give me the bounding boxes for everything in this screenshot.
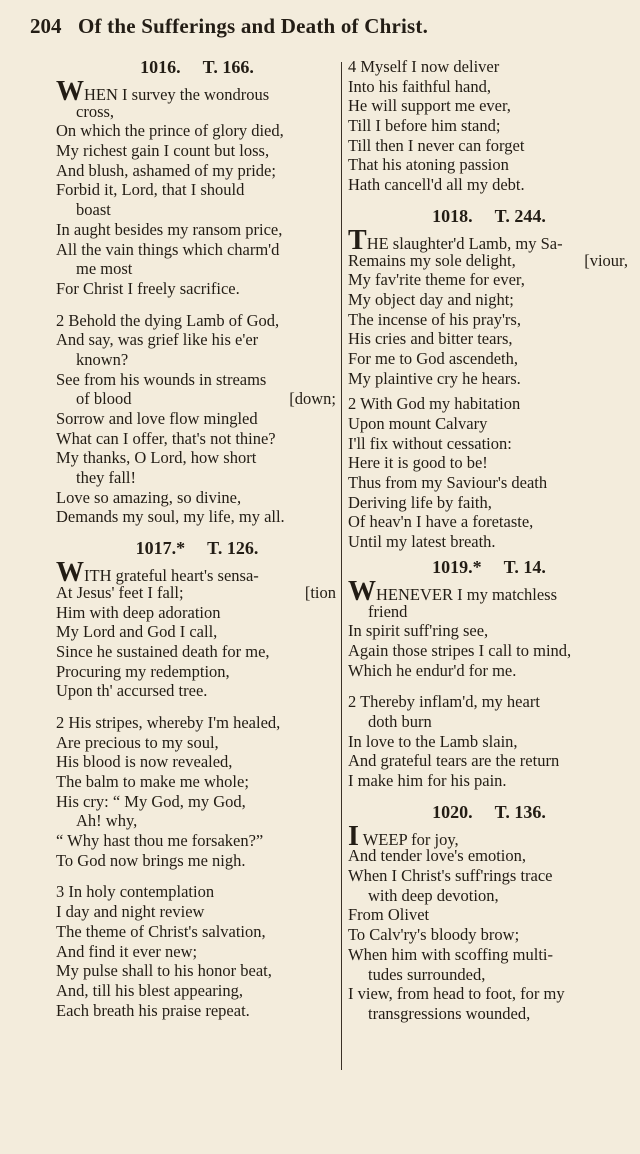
tune-number: T. 166. (202, 57, 254, 77)
hymn-1016-verse-2 (56, 311, 338, 528)
hymn-1016-verse-1 (56, 76, 338, 299)
hymn-1018-heading (348, 201, 630, 231)
verse-line: me most (76, 259, 133, 279)
tune-number: T. 126. (207, 538, 259, 559)
hymn-number: 1019.* (432, 556, 482, 577)
carry-over: [down; (289, 389, 336, 409)
verse-line: 2 With God my habitation (348, 394, 521, 414)
verse-line: ITH grateful heart's sensa- (84, 566, 259, 586)
verse-line: Since he sustained death for me, (56, 641, 270, 661)
verse-line: friend (368, 601, 408, 621)
verse-line: “ Why hast thou me forsaken?” (56, 831, 264, 851)
verse-line: known? (76, 349, 129, 369)
hymn-number: 1016. (140, 57, 181, 77)
hymn-1017-verse-1 (56, 557, 338, 701)
hymn-1016-heading (56, 52, 338, 82)
verse-line: 2 Thereby inflam'd, my heart (348, 692, 540, 712)
drop-cap: T (348, 224, 367, 256)
verse-line: doth burn (368, 711, 432, 731)
verse-line: I day and night review (56, 902, 205, 922)
verse-line: At Jesus' feet I fall; (56, 582, 184, 602)
verse-line: Upon th' accursed tree. (56, 681, 208, 701)
verse-line: On which the prince of glory died, (56, 121, 284, 141)
verse-line: In love to the Lamb slain, (348, 731, 518, 751)
page-header (30, 14, 630, 44)
verse-line: And say, was grief like his e'er (56, 330, 259, 350)
verse-line: Him with deep adoration (56, 602, 221, 622)
drop-cap: I (348, 820, 359, 852)
verse-line: The balm to make me whole; (56, 772, 249, 791)
left-column (56, 52, 338, 1020)
verse-line: Thus from my Saviour's death (348, 473, 548, 493)
verse-line: Ah! why, (76, 811, 138, 831)
verse-line: 4 Myself I now deliver (348, 57, 500, 76)
verse-line: And, till his blest appearing, (56, 980, 243, 1000)
verse-line: they fall! (76, 468, 137, 488)
verse-line: To Calv'ry's bloody brow; (348, 925, 520, 945)
verse-line: Forbid it, Lord, that I should (56, 180, 245, 200)
verse-line: Deriving life by faith, (348, 492, 492, 512)
verse-line: And find it ever new; (56, 941, 198, 961)
verse-line: That his atoning passion (348, 155, 509, 175)
drop-cap: W (56, 76, 84, 107)
verse-line: My Lord and God I call, (56, 622, 218, 642)
hymn-1019-heading (348, 552, 630, 582)
verse-line: Love so amazing, so divine, (56, 487, 242, 507)
verse-line: Sorrow and love flow mingled (56, 409, 258, 428)
verse-line: 2 His stripes, whereby I'm healed, (56, 712, 281, 732)
tune-number: T. 244. (494, 205, 546, 226)
verse-line: of blood (76, 389, 132, 409)
verse-line: My fav'rite theme for ever, (348, 270, 525, 290)
verse-line: And grateful tears are the return (348, 751, 560, 771)
verse-line: In aught besides my ransom price, (56, 219, 283, 239)
verse-line: transgressions wounded, (368, 1003, 531, 1023)
verse-line: Are precious to my soul, (56, 732, 219, 752)
verse-line: All the vain things which charm'd (56, 239, 280, 259)
verse-line: He will support me ever, (348, 96, 511, 116)
verse-line: And tender love's emotion, (348, 846, 527, 866)
hymn-1018-verse-2 (348, 394, 630, 552)
verse-line: My plaintive cry he hears. (348, 368, 521, 388)
hymn-1019-verse-1 (348, 575, 630, 680)
verse-line: Into his faithful hand, (348, 76, 491, 96)
hymn-1018-verse-1 (348, 224, 630, 389)
tune-number: T. 14. (503, 556, 546, 577)
verse-line: Demands my soul, my life, my all. (56, 507, 285, 527)
verse-line: When I Christ's suff'rings trace (348, 866, 553, 886)
verse-line: HE slaughter'd Lamb, my Sa- (366, 233, 563, 253)
verse-line: Procuring my redemption, (56, 661, 230, 681)
verse-line: I make him for his pain. (348, 771, 507, 790)
verse-line: My pulse shall to his honor beat, (56, 961, 272, 981)
verse-line: My object day and night; (348, 289, 514, 309)
verse-line: 3 In holy contemplation (56, 882, 215, 902)
hymn-number: 1018. (432, 205, 473, 226)
verse-line: HEN I survey the wondrous (84, 85, 270, 104)
verse-line: tudes surrounded, (368, 964, 486, 984)
verse-line: See from his wounds in streams (56, 369, 267, 389)
verse-line: Of heav'n I have a foretaste, (348, 512, 534, 532)
verse-line: For me to God ascendeth, (348, 348, 519, 368)
verse-line: I'll fix without cessation: (348, 433, 512, 453)
verse-line: HENEVER I my matchless (376, 584, 558, 604)
verse-line: My richest gain I count but loss, (56, 141, 270, 161)
verse-line: The incense of his pray'rs, (348, 309, 521, 329)
verse-line: When him with scoffing multi- (348, 944, 554, 964)
verse-line: 2 Behold the dying Lamb of God, (56, 310, 280, 330)
verse-line: cross, (76, 101, 115, 121)
verse-line: To God now brings me nigh. (56, 850, 246, 870)
verse-line: I view, from head to foot, for my (348, 984, 565, 1004)
verse-line: Upon mount Calvary (348, 414, 488, 433)
verse-line: For Christ I freely sacrifice. (56, 278, 240, 298)
verse-line: What can I offer, that's not thine? (56, 428, 276, 448)
verse-line: Hath cancell'd all my debt. (348, 175, 525, 195)
running-title: Of the Sufferings and Death of Christ. (78, 14, 429, 38)
verse-line: His blood is now revealed, (56, 752, 233, 772)
tune-number: T. 136. (494, 801, 546, 822)
page-number: 204 (30, 14, 62, 38)
verse-line: with deep devotion, (368, 885, 499, 905)
hymn-1017-verse-3 (56, 882, 338, 1020)
hymn-1020-verse-1 (348, 820, 630, 1024)
column-divider (341, 62, 342, 1070)
carry-over: [viour, (584, 250, 628, 270)
verse-line: Again those stripes I call to mind, (348, 640, 572, 660)
verse-line: WEEP for joy, (362, 829, 459, 849)
verse-line: Here it is good to be! (348, 453, 488, 473)
hymn-number: 1017.* (135, 538, 186, 559)
verse-line: In spirit suff'ring see, (348, 621, 489, 641)
verse-line: Remains my sole delight, (348, 250, 516, 270)
verse-line: His cry: “ My God, my God, (56, 791, 246, 811)
verse-line: His cries and bitter tears, (348, 329, 513, 349)
hymn-1017-verse-2 (56, 713, 338, 871)
verse-line: boast (76, 200, 111, 220)
verse-line: Which he endur'd for me. (348, 660, 517, 680)
verse-line: My thanks, O Lord, how short (56, 448, 257, 468)
hymn-1016-verse-4 (348, 52, 630, 195)
carry-over: [tion (304, 582, 336, 602)
drop-cap: W (348, 575, 376, 607)
verse-line: From Olivet (348, 905, 430, 925)
hymn-1019-verse-2 (348, 692, 630, 790)
hymn-1017-heading (56, 533, 338, 563)
verse-line: Each breath his praise repeat. (56, 1000, 250, 1020)
right-column (348, 52, 630, 1024)
verse-line: Until my latest breath. (348, 532, 496, 552)
hymn-number: 1020. (432, 801, 473, 822)
hymn-1020-heading (348, 797, 630, 827)
verse-line: The theme of Christ's salvation, (56, 921, 266, 941)
drop-cap: W (56, 557, 84, 589)
verse-line: Till then I never can forget (348, 135, 525, 155)
verse-line: Till I before him stand; (348, 116, 501, 136)
verse-line: And blush, ashamed of my pride; (56, 160, 276, 180)
